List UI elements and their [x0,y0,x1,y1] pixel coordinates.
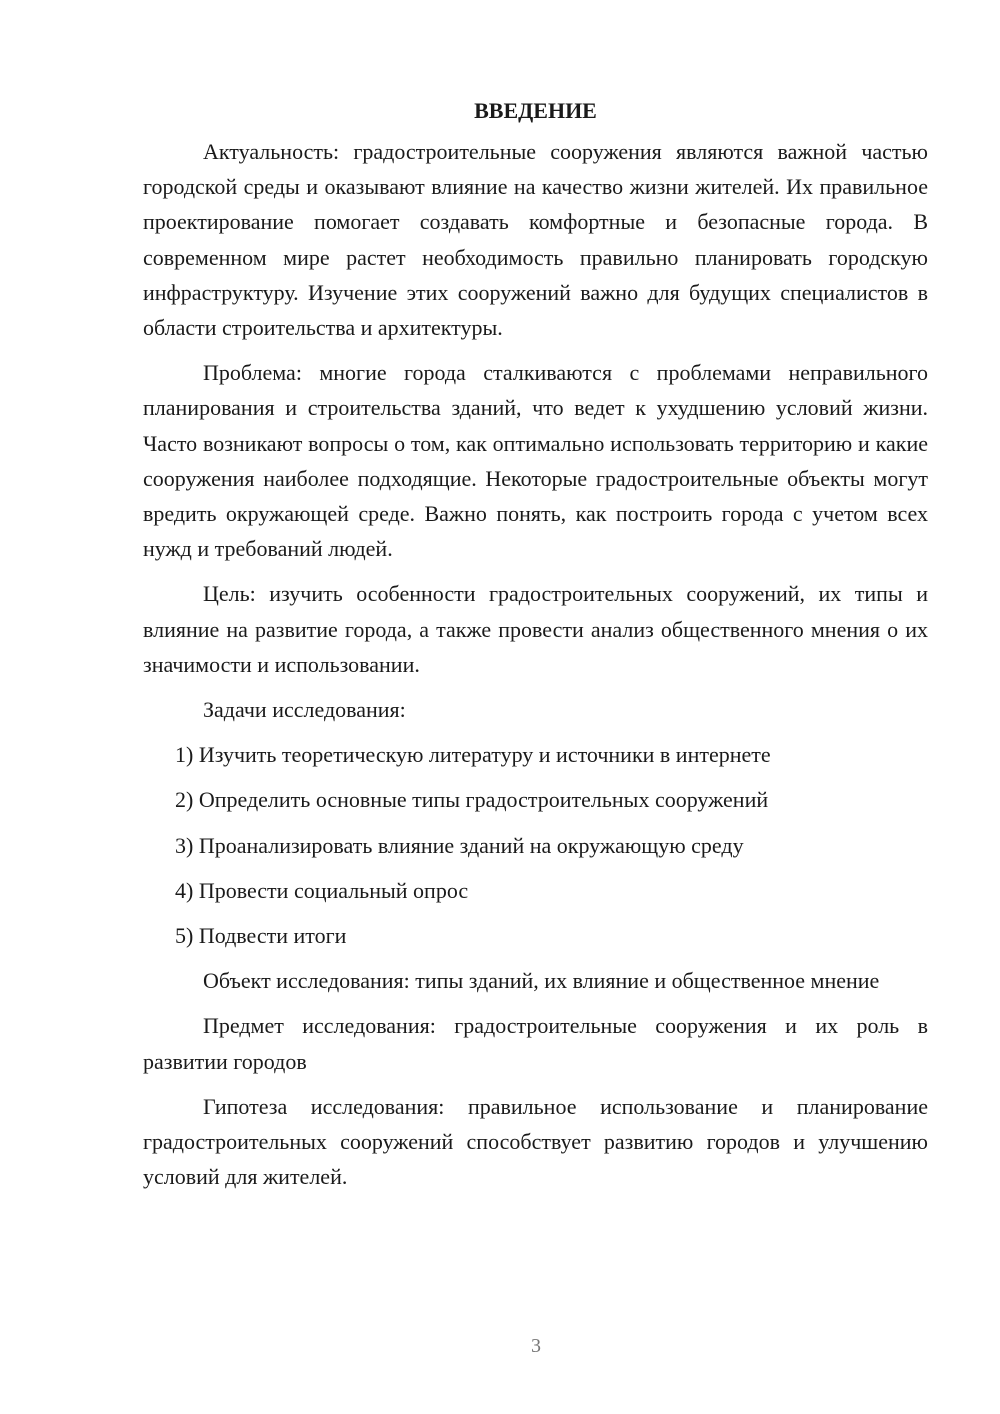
task-item: 2) Определить основные типы градостроительных сооружений [175,787,769,813]
page-number: 3 [531,1335,541,1357]
task-item: 5) Подвести итоги [175,923,347,949]
task-item: 3) Проанализировать влияние зданий на окружающую среду [175,832,744,858]
task-item: 4) Провести социальный опрос [175,877,469,903]
page-content [143,96,928,1194]
task-item: 1) Изучить теоретическую литературу и источники в интернете [175,742,771,768]
tasks-heading: Задачи исследования: [203,697,406,723]
page-title: ВВЕДЕНИЕ [474,98,597,123]
hypothesis-paragraph: Гипотеза исследования: правильное использование и планирование градостроительных сооружений способствует развитию городов и улучшению условий для жителей. [143,1093,928,1190]
problem-paragraph: Проблема: многие города сталкиваются с проблемами неправильного планирования и строительства зданий, что ведет к ухудшению условий жизни. Часто возникают вопросы о том, как оптимально использовать территорию и какие сооружения наиболее подходящие. Некоторые градостроительные объекты могут вредить окружающей среде. Важно понять, как построить города с учетом всех нужд и требований людей. [143,360,928,562]
tasks-list [143,737,928,953]
object-paragraph: Объект исследования: типы зданий, их влияние и общественное мнение [203,968,880,994]
goal-paragraph: Цель: изучить особенности градостроительных сооружений, их типы и влияние на развитие города, а также провести анализ общественного мнения о их значимости и использовании. [143,581,928,677]
subject-paragraph: Предмет исследования: градостроительные сооружения и их роль в развитии городов [143,1013,928,1074]
relevance-paragraph: Актуальность: градостроительные сооружения являются важной частью городской среды и оказывают влияние на качество жизни жителей. Их правильное проектирование помогает создавать комфортные и безопасные города. В современном мире растет необходимость правильно планировать городскую инфраструктуру. Изучение этих сооружений важно для будущих специалистов в области строительства и архитектуры. [143,139,928,341]
